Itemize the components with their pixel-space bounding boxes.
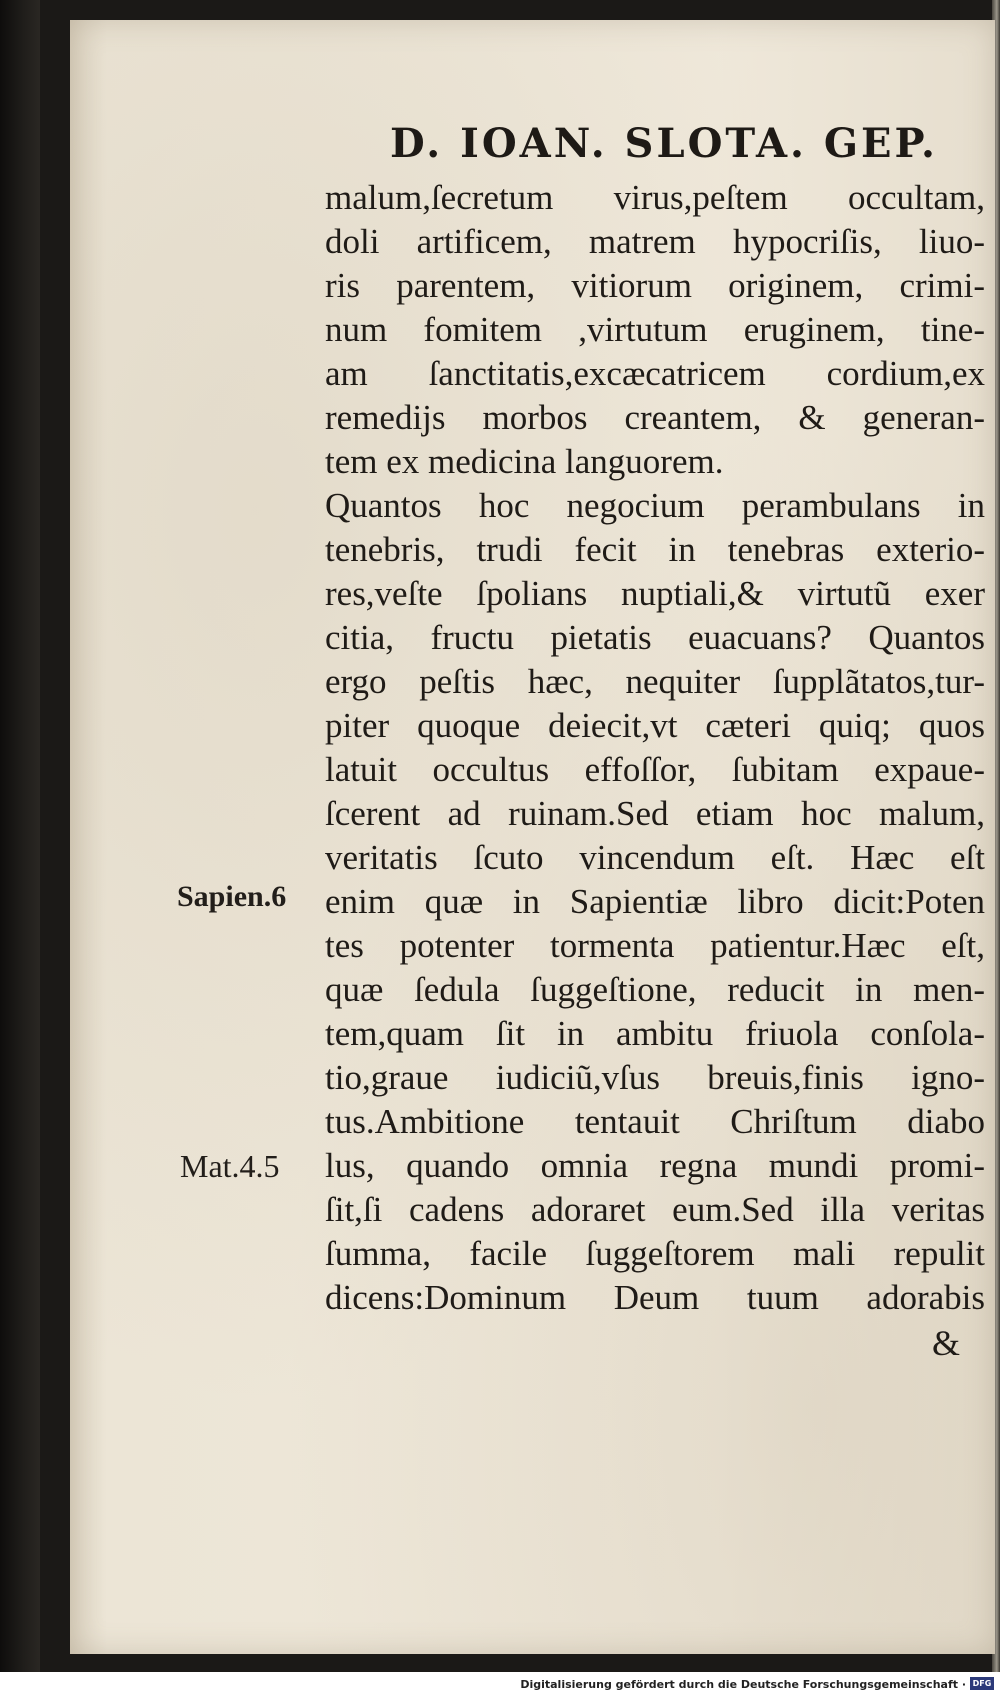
text-line: ris parentem, vitiorum originem, crimi- (325, 266, 985, 305)
text-line: tes potenter tormenta patientur.Hæc eſt, (325, 926, 985, 965)
text-line: am ſanctitatis,excæcatricem cordium,ex (325, 354, 985, 393)
text-line: res,veſte ſpolians nuptiali,& virtutũ exer (325, 574, 985, 613)
text-line: ſit,ſi cadens adoraret eum.Sed illa veritas (325, 1190, 985, 1229)
text-line: ergo peſtis hæc, nequiter ſupplãtatos,tur- (325, 662, 985, 701)
text-line: doli artificem, matrem hypocriſis, liuo- (325, 222, 985, 261)
book-spine-shadow (0, 0, 40, 1694)
text-line: quæ ſedula ſuggeſtione, reducit in men- (325, 970, 985, 1009)
running-head: D. IOAN. SLOTA. GEP. (390, 120, 938, 167)
marginal-note-mat: Mat.4.5 (180, 1148, 280, 1184)
dfg-logo-icon[interactable]: DFG (970, 1677, 994, 1690)
text-line: dicens:Dominum Deum tuum adorabis (325, 1278, 985, 1317)
marginal-note-sapien: Sapien.6 (177, 880, 287, 913)
text-line: ſumma, facile ſuggeſtorem mali repulit (325, 1234, 985, 1273)
text-line: enim quæ in Sapientiæ libro dicit:Poten (325, 882, 985, 921)
text-line: malum,ſecretum virus,peſtem occultam, (325, 178, 985, 217)
text-line: veritatis ſcuto vincendum eſt. Hæc eſt (325, 838, 985, 877)
text-line: tio,graue iudiciũ,vſus breuis,finis igno- (325, 1058, 985, 1097)
text-line: num fomitem ,virtutum eruginem, tine- (325, 310, 985, 349)
text-line: tem,quam ſit in ambitu friuola conſola- (325, 1014, 985, 1053)
text-line: remedijs morbos creantem, & generan- (325, 398, 985, 437)
text-line: lus, quando omnia regna mundi promi- (325, 1146, 985, 1185)
text-line: Quantos hoc negocium perambulans in (325, 486, 985, 525)
text-line: citia, fructu pietatis euacuans? Quantos (325, 618, 985, 657)
text-line: latuit occultus effoſſor, ſubitam expaue- (325, 750, 985, 789)
text-line: tus.Ambitione tentauit Chriſtum diabo (325, 1102, 985, 1141)
text-line: piter quoque deiecit,vt cæteri quiq; quos (325, 706, 985, 745)
funding-credit: Digitalisierung gefördert durch die Deutsche Forschungsgemeinschaft · (520, 1678, 966, 1691)
body-text (325, 176, 985, 1320)
footer-bar (0, 1672, 1000, 1694)
text-line: tem ex medicina languorem. (325, 442, 724, 481)
text-line: tenebris, trudi fecit in tenebras exterio- (325, 530, 985, 569)
text-line: ſcerent ad ruinam.Sed etiam hoc malum, (325, 794, 985, 833)
catchword: & (932, 1323, 961, 1363)
